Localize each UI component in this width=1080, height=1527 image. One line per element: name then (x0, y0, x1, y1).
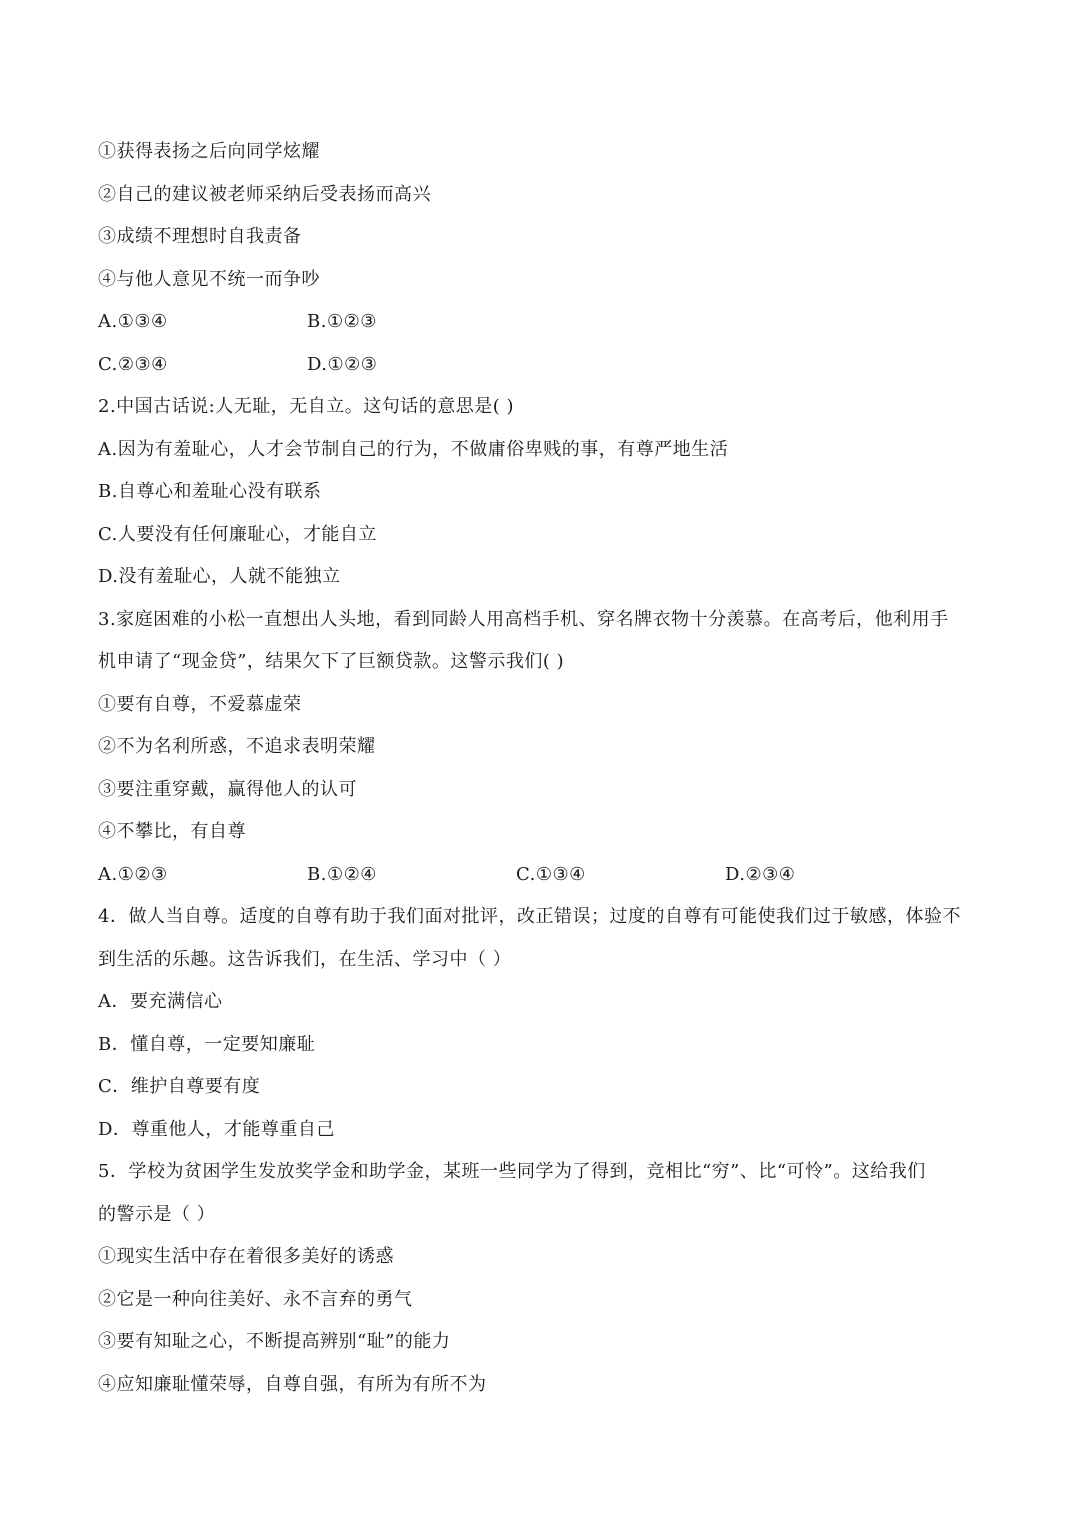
q4-option-b: B．懂自尊，一定要知廉耻 (98, 1033, 316, 1055)
q1-option-b: B.①②③ (307, 311, 377, 332)
question-content (98, 131, 988, 1406)
q3-item-4: ④不攀比，有自尊 (98, 821, 246, 842)
q5-stem-line-1: 5．学校为贫困学生发放奖学金和助学金，某班一些同学为了得到，竞相比“穷”、比“可怜”。这给我们 (98, 1161, 926, 1182)
q1-item-2: ②自己的建议被老师采纳后受表扬而高兴 (98, 183, 431, 205)
q4-stem-line-1: 4．做人当自尊。适度的自尊有助于我们面对批评，改正错误；过度的自尊有可能使我们过于敏感，体验不 (98, 906, 961, 927)
q2-option-b: B.自尊心和羞耻心没有联系 (98, 481, 322, 502)
q3-item-1: ①要有自尊，不爱慕虚荣 (98, 693, 302, 715)
q1-option-d: D.①②③ (307, 353, 378, 375)
q3-item-2: ②不为名利所惑，不追求表明荣耀 (98, 736, 376, 757)
q1-item-3: ③成绩不理想时自我责备 (98, 226, 302, 247)
q2-option-c: C.人要没有任何廉耻心，才能自立 (98, 523, 377, 545)
q5-stem-line-2: 的警示是（ ） (98, 1203, 216, 1225)
q1-item-1: ①获得表扬之后向同学炫耀 (98, 141, 320, 162)
q5-item-4: ④应知廉耻懂荣辱，自尊自强，有所为有所不为 (98, 1373, 487, 1395)
q3-stem-line-2: 机申请了“现金贷”，结果欠下了巨额贷款。这警示我们( ) (98, 651, 565, 672)
q5-item-3: ③要有知耻之心，不断提高辨别“耻”的能力 (98, 1331, 451, 1352)
q2-option-d: D.没有羞耻心，人就不能独立 (98, 566, 341, 587)
q5-item-2: ②它是一种向往美好、永不言弃的勇气 (98, 1288, 413, 1310)
q1-option-a: A.①③④ (98, 311, 168, 332)
q4-option-c: C．维护自尊要有度 (98, 1076, 261, 1097)
q2-option-a: A.因为有羞耻心，人才会节制自己的行为，不做庸俗卑贱的事，有尊严地生活 (98, 438, 729, 460)
q3-option-d: D.②③④ (725, 863, 796, 885)
q4-option-d: D．尊重他人，才能尊重自己 (98, 1118, 335, 1140)
q5-item-1: ①现实生活中存在着很多美好的诱惑 (98, 1246, 394, 1267)
q1-options-row-2 (98, 344, 988, 387)
q4-stem-line-2: 到生活的乐趣。这告诉我们，在生活、学习中（ ） (98, 948, 512, 970)
q4-option-a: A．要充满信心 (98, 991, 223, 1012)
q3-stem-line-1: 3.家庭困难的小松一直想出人头地，看到同龄人用高档手机、穿名牌衣物十分羡慕。在高考后，他利用手 (98, 608, 949, 630)
q3-item-3: ③要注重穿戴，赢得他人的认可 (98, 778, 357, 800)
q1-item-4: ④与他人意见不统一而争吵 (98, 268, 320, 290)
q3-option-c: C.①③④ (516, 863, 586, 885)
q3-option-b: B.①②④ (307, 863, 377, 885)
q2-stem: 2.中国古话说:人无耻，无自立。这句话的意思是( ) (98, 396, 515, 417)
q1-option-c: C.②③④ (98, 353, 168, 375)
q3-option-a: A.①②③ (98, 863, 168, 885)
q1-options-row-1 (98, 301, 988, 344)
q3-options-row (98, 854, 988, 897)
